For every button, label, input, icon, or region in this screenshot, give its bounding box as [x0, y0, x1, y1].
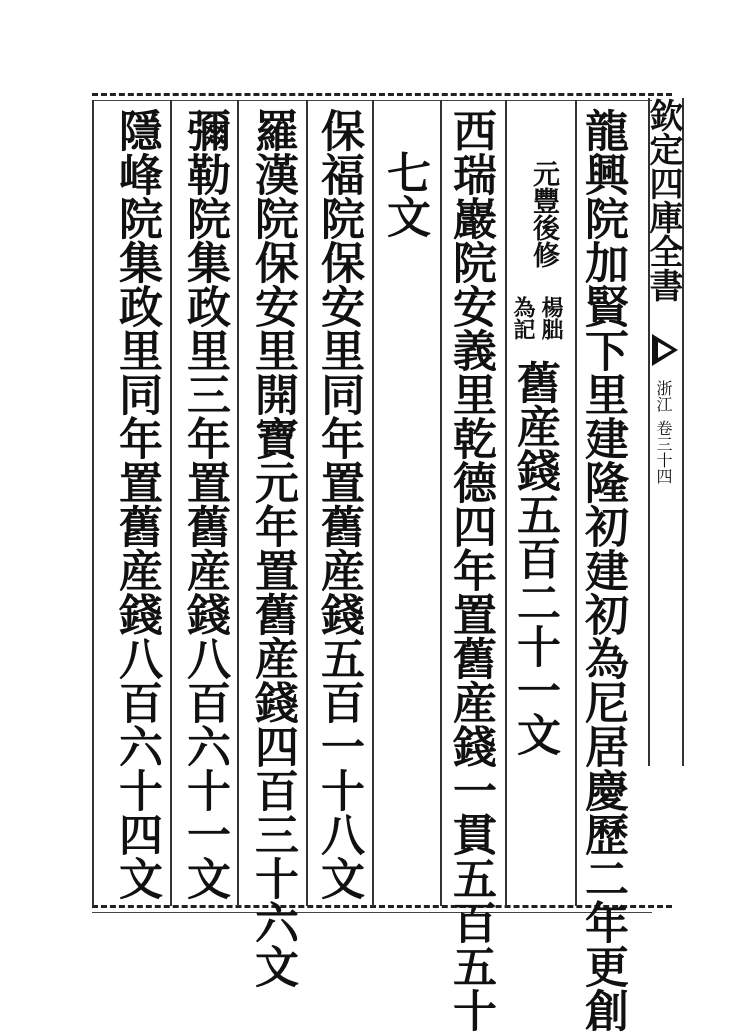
- text-column-1: 龍興院加賢下里建隆初建初為尼居慶歷二年更創: [577, 108, 628, 1032]
- column-divider: [92, 100, 94, 906]
- margin-title: 欽定四庫全書: [643, 98, 683, 302]
- top-border: [92, 93, 672, 96]
- annotation-author: 楊胐: [538, 296, 564, 340]
- text-column-2: 舊産錢五百二十一文: [509, 360, 560, 756]
- bottom-border-inner: [92, 912, 652, 913]
- volume-label: 卷三十四: [654, 420, 673, 484]
- column-divider: [306, 100, 308, 906]
- margin-fragment: 浙江: [654, 380, 673, 412]
- text-column-8: 隱峰院集政里同年置舊産錢八百六十四文: [111, 108, 162, 900]
- text-column-5: 保福院保安里同年置舊産錢五百一十八文: [313, 108, 364, 900]
- column-divider: [372, 100, 374, 906]
- text-column-7: 彌勒院集政里三年置舊産錢八百六十一文: [179, 108, 230, 900]
- text-column-4: 七文: [379, 150, 430, 238]
- annotation-yuanfeng: 元豐後修: [528, 160, 559, 268]
- column-divider: [237, 100, 239, 906]
- column-divider: [170, 100, 172, 906]
- text-column-3: 西瑞巖院安義里乾德四年置舊産錢一貫五百五十: [445, 108, 496, 1032]
- column-divider: [440, 100, 442, 906]
- text-column-6: 羅漢院保安里開寶元年置舊産錢四百三十六文: [247, 108, 298, 988]
- fish-tail-mark-icon: [650, 330, 680, 370]
- column-divider: [505, 100, 507, 906]
- annotation-ji: 為記: [510, 296, 536, 340]
